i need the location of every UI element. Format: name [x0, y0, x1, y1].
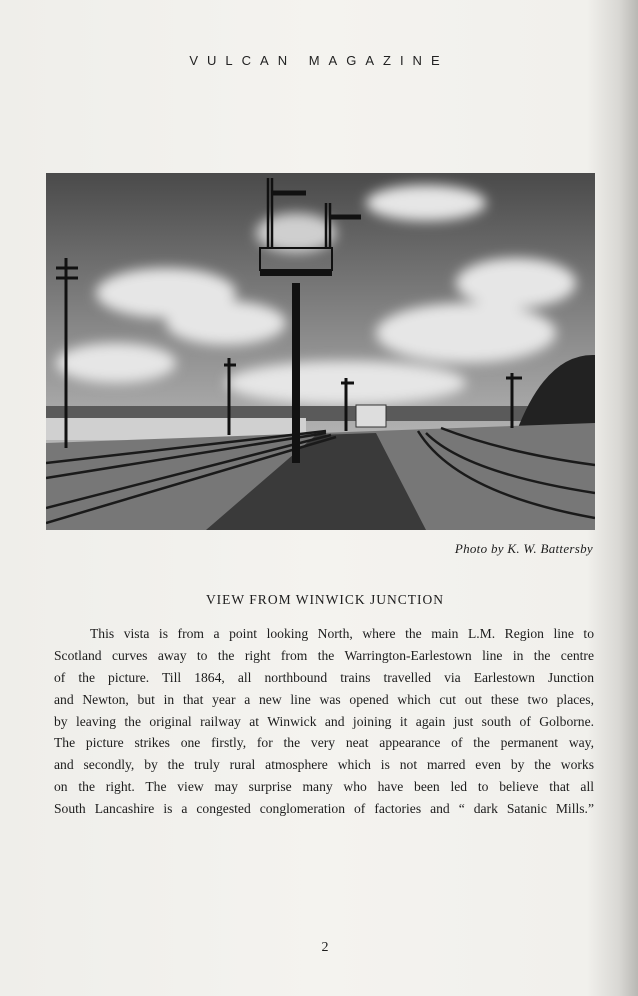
body-line: and Newton, but in that year a new line was opened which cut out these two places, — [54, 691, 594, 707]
body-line: Scotland curves away to the right from the Warrington-Earlestown line in the centre — [54, 647, 594, 663]
body-line: and secondly, by the truly rural atmosphere which is not marred even by the works — [54, 757, 594, 773]
body-line: The picture strikes one firstly, for the very neat appearance of the permanent way, — [54, 735, 594, 751]
photo-credit: Photo by K. W. Battersby — [454, 541, 593, 556]
magazine-masthead: VULCAN MAGAZINE — [189, 53, 449, 68]
article-title: VIEW FROM WINWICK JUNCTION — [205, 592, 445, 607]
body-line: South Lancashire is a congested conglomeration of factories and “ dark Satanic Mills.” — [54, 801, 594, 817]
signal-box — [356, 405, 386, 427]
body-line: of the picture. Till 1864, all northbound trains travelled via Earlestown Junction — [54, 669, 594, 685]
railway-junction-photo — [46, 173, 595, 530]
body-line: on the right. The view may surprise many who have been led to believe that all — [54, 779, 594, 795]
body-line: This vista is from a point looking North, where the main L.M. Region line to — [90, 626, 594, 641]
article-body — [54, 623, 594, 820]
body-line: by leaving the original railway at Winwick and joining it again just south of Golborne. — [54, 713, 594, 729]
page-number: 2 — [321, 940, 329, 955]
